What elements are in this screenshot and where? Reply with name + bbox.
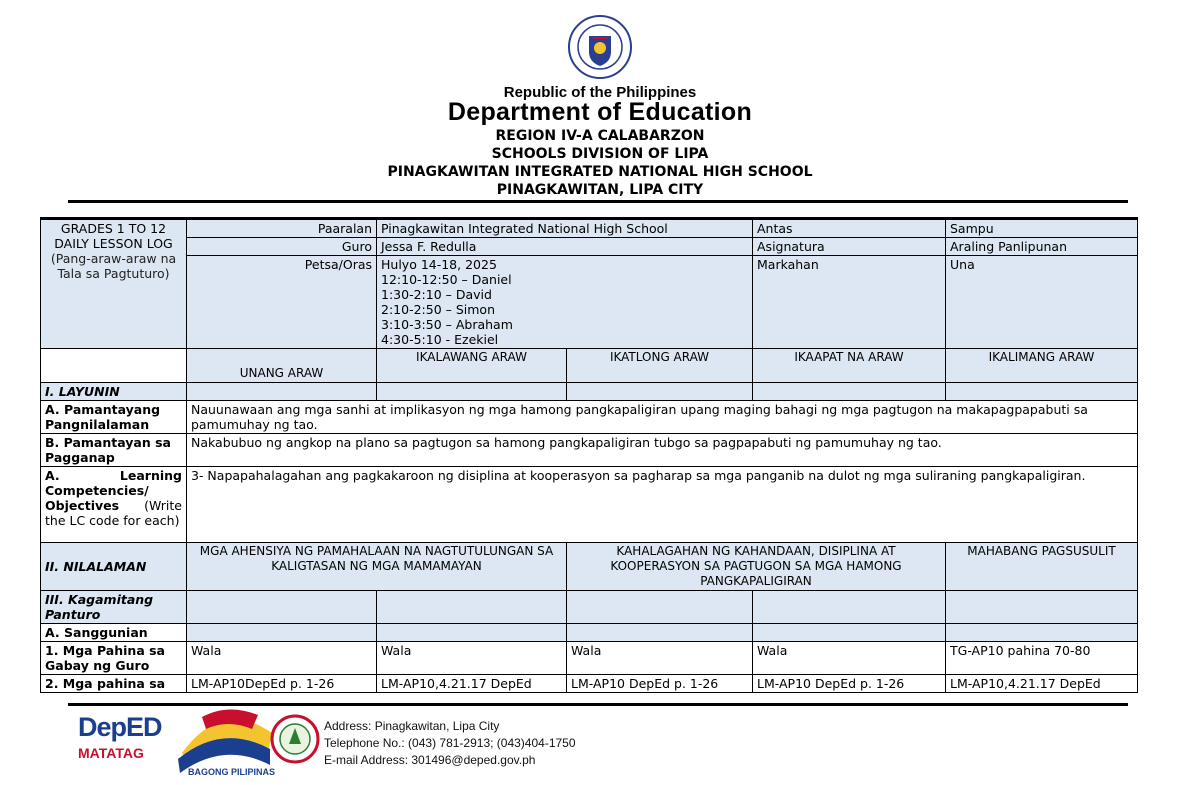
deped-logo-text: DepED [78, 712, 162, 742]
nilalaman-topic-1: MGA AHENSIYA NG PAMAHALAAN NA NAGTUTULUNGAN SA KALIGTASAN NG MGA MAMAMAYAN [187, 543, 567, 591]
schedule-line: 2:10-2:50 – Simon [381, 302, 496, 317]
empty-cell [567, 383, 753, 401]
log-name-text: DAILY LESSON LOG [54, 236, 173, 251]
empty-cell [753, 383, 946, 401]
pagganap-label: B. Pamantayan sa Pagganap [41, 434, 187, 467]
guro-value: Jessa F. Redulla [377, 238, 753, 256]
petsa-schedule [377, 256, 753, 349]
telephone-text: Telephone No.: (043) 781-2913; (043)404-1750 [324, 736, 576, 750]
competencies-label-bold: A. Learning Competencies/ Objectives [45, 468, 182, 513]
info-row-guro [41, 238, 1138, 256]
competencies-label-note: (Write the LC code for each) [45, 498, 182, 528]
nilalaman-row [41, 543, 1138, 591]
pahina-value: LM-AP10,4.21.17 DepEd [377, 675, 567, 693]
address-text: Address: Pinagkawitan, Lipa City [324, 719, 500, 733]
markahan-value: Una [946, 256, 1138, 349]
pahina-row [41, 675, 1138, 693]
empty-cell [567, 624, 753, 642]
paaralan-value: Pinagkawitan Integrated National High School [377, 219, 753, 238]
empty-cell [946, 383, 1138, 401]
pahina-label: 2. Mga pahina sa [41, 675, 187, 693]
pahina-value: LM-AP10DepEd p. 1-26 [187, 675, 377, 693]
empty-cell [377, 624, 567, 642]
petsa-label: Petsa/Oras [187, 256, 377, 349]
school-text: PINAGKAWITAN INTEGRATED NATIONAL HIGH SCHOOL [387, 164, 813, 180]
bagong-pilipinas-text: BAGONG PILIPINAS [188, 767, 276, 777]
paaralan-label: Paaralan [187, 219, 377, 238]
empty-cell [567, 591, 753, 624]
city-text: PINAGKAWITAN, LIPA CITY [496, 182, 704, 198]
empty-cell [753, 591, 946, 624]
pamantayang-label: A. Pamantayang Pangnilalaman [41, 401, 187, 434]
gabay-label: 1. Mga Pahina sa Gabay ng Guro [41, 642, 187, 675]
gabay-value: Wala [567, 642, 753, 675]
markahan-label: Markahan [753, 256, 946, 349]
schedule-line: 12:10-12:50 – Daniel [381, 272, 512, 287]
pagganap-row [41, 434, 1138, 467]
empty-cell [187, 383, 377, 401]
days-header-row [41, 349, 1138, 383]
info-row-paaralan [41, 219, 1138, 238]
empty-cell [41, 349, 187, 383]
schedule-line: 3:10-3:50 – Abraham [381, 317, 513, 332]
schedule-line: 4:30-5:10 - Ezekiel [381, 332, 499, 347]
empty-cell [187, 624, 377, 642]
antas-label: Antas [753, 219, 946, 238]
pahina-value: LM-AP10 DepEd p. 1-26 [567, 675, 753, 693]
deped-seal-icon [567, 14, 633, 80]
competencies-label [41, 467, 187, 543]
grades-text: GRADES 1 TO 12 [60, 221, 167, 236]
gabay-value: Wala [377, 642, 567, 675]
school-seal-icon [270, 710, 320, 768]
department-title: Department of Education [447, 98, 753, 126]
pahina-value: LM-AP10,4.21.17 DepEd [946, 675, 1138, 693]
empty-cell [377, 383, 567, 401]
republic-text: Republic of the Philippines [503, 84, 697, 101]
asignatura-label: Asignatura [753, 238, 946, 256]
pagganap-value: Nakabubuo ng angkop na plano sa pagtugon sa hamong pangkapaligiran tubgo sa pagpapabuti ng pamumuhay ng tao. [187, 434, 1138, 467]
email-text: E-mail Address: 301496@deped.gov.ph [324, 753, 536, 767]
matatag-text: MATATAG [78, 745, 144, 761]
sanggunian-label: A. Sanggunian [41, 624, 187, 642]
day-header: IKATLONG ARAW [567, 349, 753, 383]
kagamitang-label: III. Kagamitang Panturo [41, 591, 187, 624]
schedule-line: 1:30-2:10 – David [381, 287, 492, 302]
day-header: UNANG ARAW [187, 349, 377, 383]
deped-matatag-logo [78, 712, 162, 772]
layunin-label: I. LAYUNIN [41, 383, 187, 401]
competencies-value: 3- Napapahalagahan ang pagkakaroon ng disiplina at kooperasyon sa pagharap sa mga panganib na dulot ng mga suliraning pangkapaligiran. [187, 467, 1138, 543]
title-block [41, 219, 187, 349]
antas-value: Sampu [946, 219, 1138, 238]
competencies-row [41, 467, 1138, 543]
nilalaman-topic-3: MAHABANG PAGSUSULIT [946, 543, 1138, 591]
header-divider [68, 200, 1128, 203]
nilalaman-topic-2: KAHALAGAHAN NG KAHANDAAN, DISIPLINA AT KOOPERASYON SA PAGTUGON SA MGA HAMONG PANGKAPALIGIRAN [567, 543, 946, 591]
gabay-row [41, 642, 1138, 675]
log-filipino-text: (Pang-araw-araw na Tala sa Pagtuturo) [50, 251, 177, 281]
gabay-value: Wala [753, 642, 946, 675]
info-row-petsa [41, 256, 1138, 349]
division-text: SCHOOLS DIVISION OF LIPA [491, 146, 709, 162]
school-contact-block [324, 718, 576, 769]
sanggunian-row [41, 624, 1138, 642]
gabay-value: Wala [187, 642, 377, 675]
bagong-pilipinas-logo-icon [172, 703, 280, 779]
kagamitang-row [41, 591, 1138, 624]
guro-label: Guro [187, 238, 377, 256]
empty-cell [946, 624, 1138, 642]
day-header: IKALIMANG ARAW [946, 349, 1138, 383]
gabay-value: TG-AP10 pahina 70-80 [946, 642, 1138, 675]
layunin-row [41, 383, 1138, 401]
region-text: REGION IV-A CALABARZON [495, 128, 705, 144]
day-header: IKALAWANG ARAW [377, 349, 567, 383]
day-header: IKAAPAT NA ARAW [753, 349, 946, 383]
nilalaman-label: II. NILALAMAN [41, 543, 187, 591]
empty-cell [187, 591, 377, 624]
empty-cell [946, 591, 1138, 624]
pamantayang-row [41, 401, 1138, 434]
pahina-value: LM-AP10 DepEd p. 1-26 [753, 675, 946, 693]
pamantayang-value: Nauunawaan ang mga sanhi at implikasyon ng mga hamong pangkapaligiran upang maging bahagi ng mga pagtugon na makapagpapabuti sa pamumuhay ng tao. [187, 401, 1138, 434]
schedule-line: Hulyo 14-18, 2025 [381, 257, 497, 272]
empty-cell [377, 591, 567, 624]
asignatura-value: Araling Panlipunan [946, 238, 1138, 256]
daily-lesson-log-table [40, 217, 1138, 693]
empty-cell [753, 624, 946, 642]
